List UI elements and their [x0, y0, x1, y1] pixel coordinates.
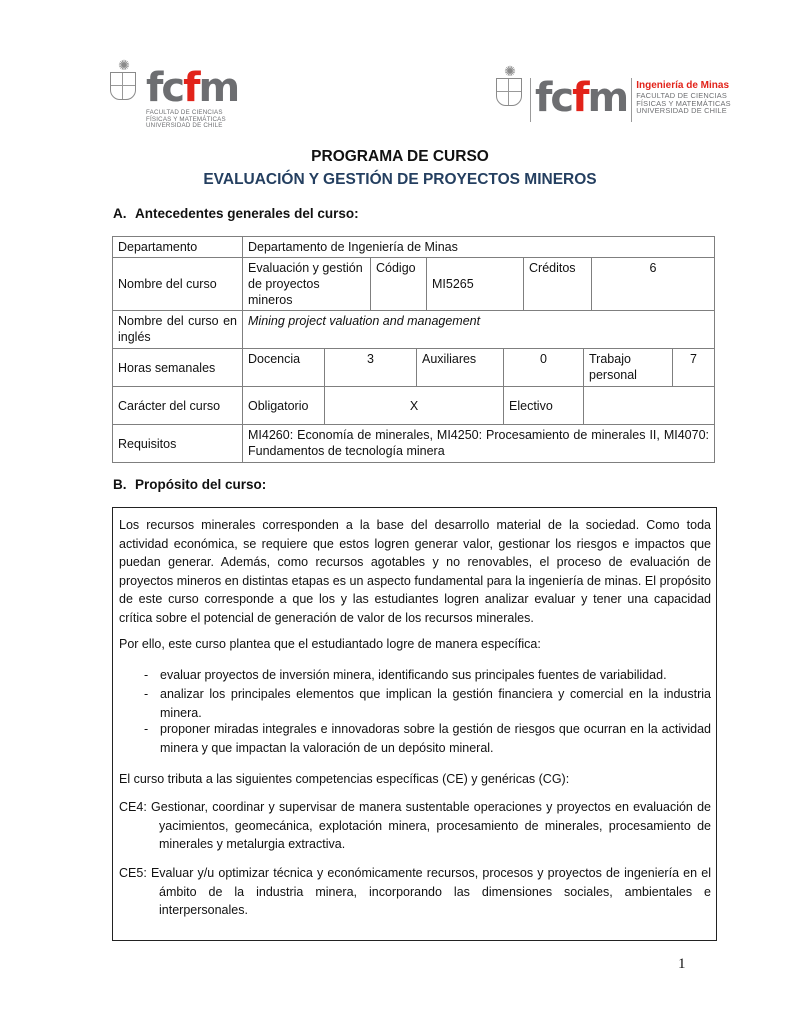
value-codigo: MI5265 [426, 257, 524, 311]
objective-item: - evaluar proyectos de inversión minera, identificando sus principales fuentes de variabilidad. [160, 666, 711, 685]
label-horas-semanales: Horas semanales [112, 348, 243, 387]
competency-ce5 [119, 864, 711, 920]
value-docencia: 3 [324, 348, 417, 387]
faculty-line: FÍSICAS Y MATEMÁTICAS [146, 115, 226, 123]
bullet-dash: - [144, 668, 149, 682]
label-obligatorio: Obligatorio [242, 386, 325, 425]
document-title: PROGRAMA DE CURSO [311, 148, 489, 165]
purpose-paragraph: Los recursos minerales corresponden a la base del desarrollo material de la sociedad. Como toda actividad económica, se requiere que estos logren generar valor, gestionar los riesgos e impactos que puedan generar. Además, como recursos agotables y no renovables, el proceso de evaluación de proyectos mineros en distintas etapas es un aspecto fundamental para la ingeniería de minas. El propósito de este curso corresponde a que los y las estudiantes logren analizar evaluar y tener una capacidad crítica sobre el potencial de generación de valor de los recursos minerales. [119, 518, 711, 625]
competency-text: Evaluar y/u optimizar técnica y económicamente recursos, procesos y proyectos de ingeniería en el ámbito de la industria minera, incorporando las dimensiones sociales, ambientales e interpersonales. [150, 866, 711, 917]
label-docencia: Docencia [242, 348, 325, 387]
competency-ce4 [119, 798, 711, 854]
fcfm-logo-left [108, 58, 238, 130]
value-nombre-curso: Evaluación y gestión de proyectos mineros [242, 257, 371, 311]
logo-divider [530, 78, 531, 122]
value-departamento: Departamento de Ingeniería de Minas [242, 236, 715, 258]
faculty-line: FACULTAD DE CIENCIAS [146, 109, 223, 116]
faculty-line: UNIVERSIDAD DE CHILE [636, 106, 727, 116]
value-obligatorio: X [324, 386, 504, 425]
label-auxiliares: Auxiliares [416, 348, 504, 387]
fcfm-logo-right [494, 64, 731, 122]
value-nombre-ingles: Mining project valuation and management [242, 310, 715, 349]
faculty-line: FACULTAD DE CIENCIAS [636, 91, 728, 100]
label-electivo: Electivo [503, 386, 584, 425]
bullet-dash: - [144, 722, 149, 736]
university-crest-icon: ✺ [108, 58, 140, 104]
label-requisitos: Requisitos [112, 424, 243, 463]
label-departamento: Departamento [112, 236, 243, 258]
value-requisitos: MI4260: Economía de minerales, MI4250: Procesamiento de minerales II, MI4070: Fundamentos de tecnología minera [242, 424, 715, 463]
value-electivo [583, 386, 715, 425]
objective-item: - proponer miradas integrales e innovadoras sobre la gestión de riesgos que ocurran en la actividad minera y que impactan la valoración de un depósito mineral. [144, 722, 711, 755]
label-caracter: Carácter del curso [112, 386, 243, 425]
objective-item: - analizar los principales elementos que implican la gestión financiera y comercial en la industria minera. [144, 687, 711, 720]
faculty-line: UNIVERSIDAD DE CHILE [146, 122, 223, 130]
competency-code: CE4: [119, 800, 147, 814]
competency-code: CE5: [119, 866, 147, 880]
section-b-heading: B. Propósito del curso: [113, 477, 267, 492]
value-auxiliares: 0 [503, 348, 584, 387]
university-crest-icon: ✺ [494, 64, 526, 110]
competencies-intro: El curso tributa a las siguientes competencias específicas (CE) y genéricas (CG): [119, 772, 570, 786]
competency-text: Gestionar, coordinar y supervisar de manera sustentable operaciones y proyectos en evaluación de yacimientos, geomecánica, explotación minera, procesamiento de minerales, procesamiento de minerales y metalurgia extractiva. [151, 800, 712, 851]
faculty-line: FÍSICAS Y MATEMÁTICAS [636, 98, 731, 108]
objectives-intro: Por ello, este curso plantea que el estudiantado logre de manera específica: [119, 637, 541, 651]
label-creditos: Créditos [523, 257, 592, 311]
course-title: EVALUACIÓN Y GESTIÓN DE PROYECTOS MINEROS [203, 171, 597, 188]
fcfm-wordmark: fcfm [535, 75, 628, 121]
fcfm-wordmark: fcfm [146, 65, 239, 111]
label-trabajo-personal: Trabajo personal [583, 348, 673, 387]
value-creditos: 6 [591, 257, 715, 311]
label-nombre-curso: Nombre del curso [112, 257, 243, 311]
logo-divider [631, 78, 632, 122]
bullet-dash: - [144, 687, 149, 701]
value-trabajo-personal: 7 [672, 348, 715, 387]
page-number: 1 [678, 956, 686, 972]
label-codigo: Código [370, 257, 427, 311]
section-a-heading: A. Antecedentes generales del curso: [113, 206, 359, 221]
department-name: Ingeniería de Minas [636, 80, 730, 91]
label-nombre-ingles: Nombre del curso en inglés [112, 310, 243, 349]
